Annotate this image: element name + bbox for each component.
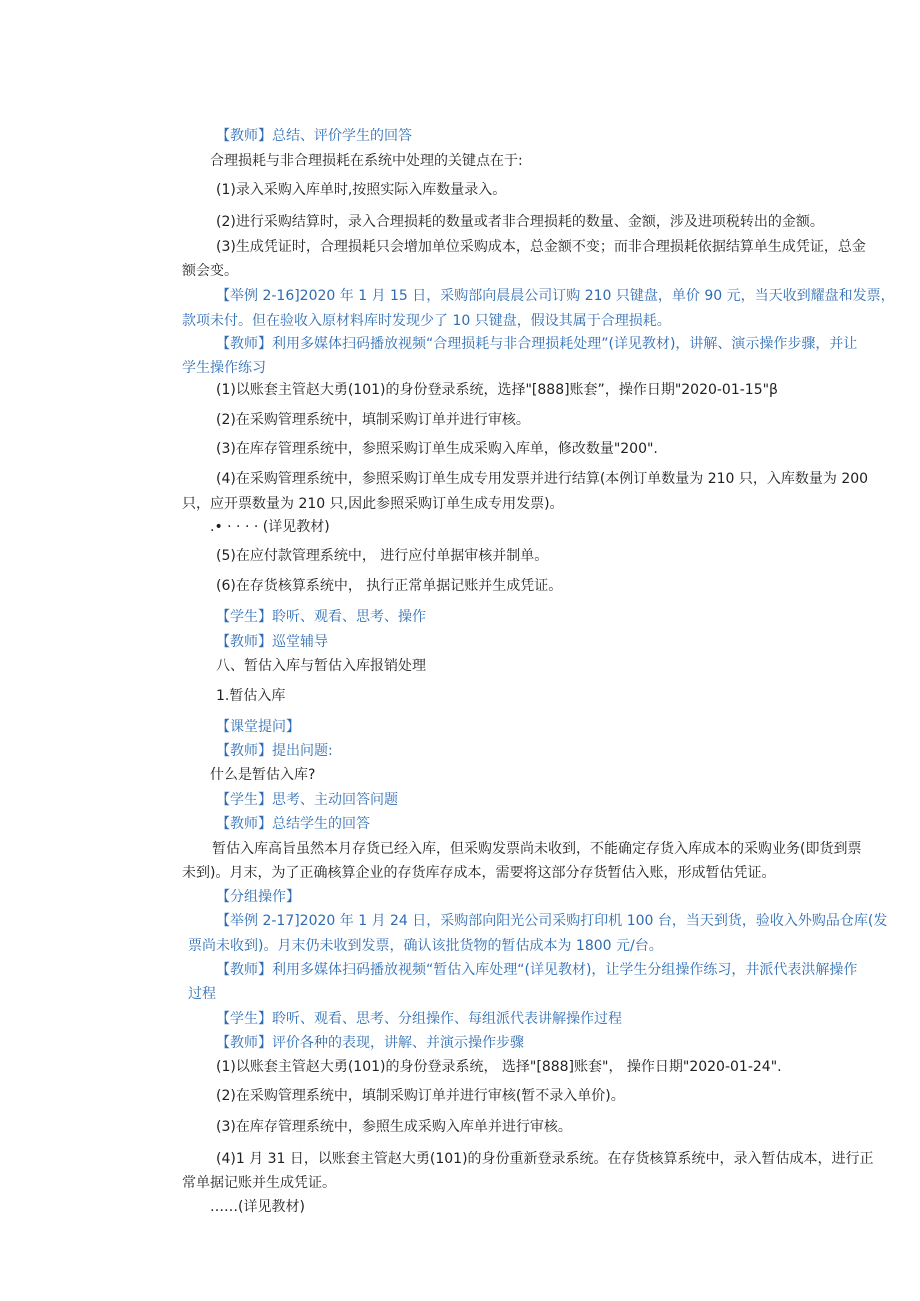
example-2-17-cont: 票尚未收到)。月末仍未收到发票，确认该批货物的暂估成本为 1800 元/台。 [188,938,663,954]
key-point-1: (1)录入采购入库单时,按照实际入库数量录入。 [216,182,507,198]
teacher-summary-line: 【教师】总结、评价学生的回答 [216,128,412,144]
teacher-guidance: 【教师】巡堂辅导 [216,634,328,650]
teacher-question: 【教师】提出问题: [216,743,333,759]
step-2-purchase-order-2: (2)在采购管理系统中，填制采购订单并进行审核(暂不录入单价)。 [216,1088,625,1104]
step-4-estimate-cost: (4)1 月 31 日，以账套主管赵大勇(101)的身份重新登录系统。在存货核算系统中，录入暂估成本，进行正 [216,1151,874,1167]
step-2-purchase-order: (2)在采购管理系统中，填制采购订单并进行审核。 [216,412,530,428]
step-6-inventory: (6)在存货核算系统中， 执行正常单据记账并生成凭证。 [216,578,563,594]
example-2-17: 【举例 2-17]2020 年 1 月 24 日，采购部向阳光公司采购打印机 100 台，当天到货，验收入外购品仓库(发 [216,913,888,929]
step-3-receipt: (3)在库存管理系统中，参照采购订单生成采购入库单，修改数量"200". [216,441,658,457]
step-3-receipt-2: (3)在库存管理系统中，参照生成采购入库单并进行审核。 [216,1119,572,1135]
step-4-invoice-cont: 只，应开票数量为 210 只,因此参照采购订单生成专用发票)。 [182,496,564,512]
see-textbook-note: .• · · · · (详见教材) [210,519,330,535]
step-5-payables: (5)在应付款管理系统中， 进行应付单据审核并制单。 [216,548,549,564]
key-point-2: (2)进行采购结算时，录入合理损耗的数量或者非合理损耗的数量、金额，涉及进项税转出的金额。 [216,214,824,230]
student-activity-2: 【学生】聆听、观看、思考、分组操作、每组派代表讲解操作过程 [216,1011,622,1027]
definition-paragraph: 暂估入库高旨虽然本月存货已经入库，但采购发票尚未收到，不能确定存货入库成本的采购业务(即货到票 [212,841,862,857]
step-1-login: (1)以账套主管赵大勇(101)的身份登录系统，选择"[888]账套”，操作日期"2020-01-15"β [216,382,778,398]
teacher-video-line-2: 【教师】利用多媒体扫码播放视频“暂估入库处理“(详见教材)，让学生分组操作练习，井派代表洪解操作 [216,962,858,978]
teacher-video-line-cont: 学生操作练习 [182,360,266,376]
group-operation-label: 【分组操作】 [216,889,300,905]
step-4-estimate-cost-cont: 常单据记账并生成凭证。 [182,1175,336,1191]
key-point-3: (3)生成凭证时，合理损耗只会增加单位采购成本，总金额不变；而非合理损耗依据结算单生成凭证，总金 [216,239,866,255]
example-2-16-cont: 款项未付。但在验收入原材料库时发现少了 10 只键盘，假设其属于合理损耗。 [182,313,671,329]
question-text: 什么是暂估入库? [210,767,316,783]
step-1-login-2: (1)以账套主管赵大勇(101)的身份登录系统， 选择"[888]账套"， 操作日期"2020-01-24". [216,1059,782,1075]
teacher-video-line-2-cont: 过程 [188,986,216,1002]
student-activity: 【学生】聆听、观看、思考、操作 [216,609,426,625]
teacher-summary: 【教师】总结学生的回答 [216,816,370,832]
teacher-evaluation: 【教师】评价各种的表现，讲解、并演示操作步骤 [216,1035,524,1051]
see-textbook-note-2: ……(详见教材) [210,1199,305,1215]
classroom-question-label: 【课堂提问】 [216,719,300,735]
key-point-3-cont: 额会变。 [182,263,238,279]
key-points-intro: 合理损耗与非合理损耗在系统中处理的关键点在于: [210,153,523,169]
section-8-heading: 八、暂估入库与暂估入库报销处理 [216,658,426,674]
definition-paragraph-cont: 未到)。月末，为了正确核算企业的存货库存成本，需要将这部分存货暂估入账，形成暂估凭证。 [182,865,776,881]
subsection-1-heading: 1.暂估入库 [216,688,286,704]
student-answer: 【学生】思考、主动回答问题 [216,792,398,808]
teacher-video-line: 【教师】利用多媒体扫码播放视频“合理损耗与非合理损耗处理”(详见教材)，讲解、演示操作步骤，并让 [216,336,858,352]
example-2-16: 【举例 2-16]2020 年 1 月 15 日，采购部向晨晨公司订购 210 只键盘，单价 90 元，当天收到耀盘和发票， [216,288,895,304]
step-4-invoice: (4)在采购管理系统中，参照采购订单生成专用发票并进行结算(本例订单数量为 210 只，入库数量为 200 [216,471,869,487]
